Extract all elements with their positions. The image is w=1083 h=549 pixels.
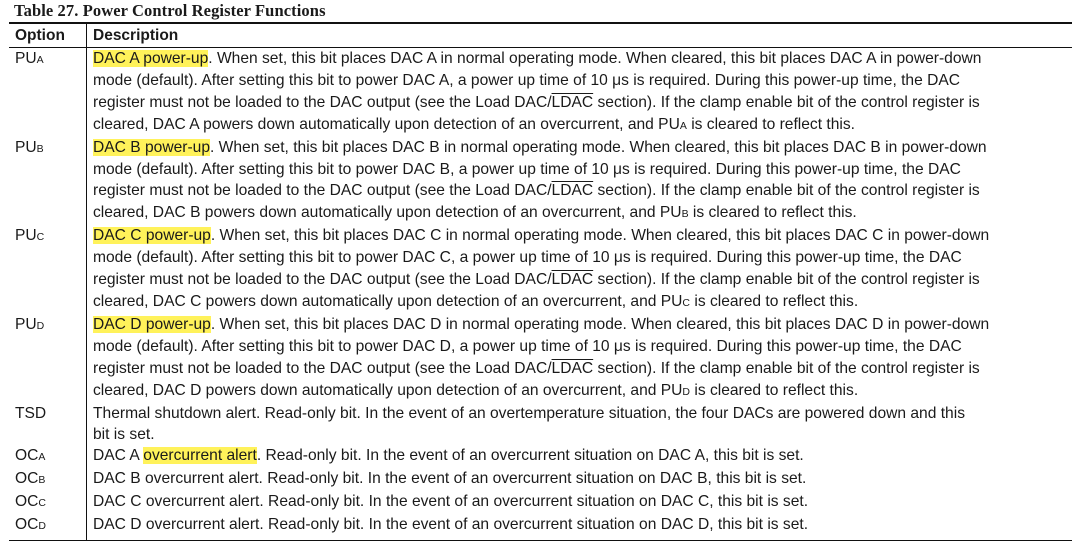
description-cell: DAC A power-up. When set, this bit places DAC A in normal operating mode. When cleared, this bit places DAC A in power-down mode (default). After setting this bit to power DAC A, a power up time of 10 μs is required. During this power-up time, the DAC register must not be loaded to the DAC output (see the Load DAC/LDAC section). If the clamp enable bit of the control register is cleared, DAC A powers down automatically upon detection of an overcurrent, and PUA is cleared to reflect this. — [93, 50, 982, 133]
highlight: DAC D power-up — [93, 315, 211, 333]
table-row-pud — [9, 314, 1072, 404]
description-cell: DAC B overcurrent alert. Read-only bit. In the event of an overcurrent situation on DAC B, this bit is set. — [93, 470, 807, 488]
table-row-oca — [9, 445, 1072, 469]
header-description: Description — [93, 26, 179, 44]
option-cell: OCA — [15, 447, 46, 465]
table-row-tsd — [9, 403, 1072, 447]
highlight: DAC C power-up — [93, 227, 211, 245]
table-row-ocd — [9, 514, 1072, 538]
highlight: DAC B power-up — [93, 138, 210, 156]
description-cell: DAC C power-up. When set, this bit places DAC C in normal operating mode. When cleared, this bit places DAC C in power-down mode (default). After setting this bit to power DAC C, a power up time of 10 μs is required. During this power-up time, the DAC register must not be loaded to the DAC output (see the Load DAC/LDAC section). If the clamp enable bit of the control register is cleared, DAC C powers down automatically upon detection of an overcurrent, and PUC is cleared to reflect this. — [93, 227, 990, 310]
option-cell: OCC — [15, 493, 46, 511]
option-cell: OCB — [15, 470, 46, 488]
table-row-puc — [9, 225, 1072, 315]
option-cell: PUB — [15, 138, 44, 156]
option-cell: PUD — [15, 315, 45, 333]
table-title: Table 27. Power Control Register Functions — [14, 1, 326, 20]
register-table — [9, 22, 1072, 538]
table-bottom-rule — [9, 540, 1072, 541]
highlight: DAC A power-up — [93, 50, 209, 67]
option-cell: PUC — [15, 227, 45, 245]
description-cell: DAC D overcurrent alert. Read-only bit. In the event of an overcurrent situation on DAC D, this bit is set. — [93, 516, 809, 534]
option-cell: TSD — [15, 404, 47, 422]
highlight: overcurrent alert — [143, 447, 257, 465]
description-cell: DAC C overcurrent alert. Read-only bit. In the event of an overcurrent situation on DAC C, this bit is set. — [93, 493, 809, 511]
description-cell: DAC A overcurrent alert. Read-only bit. In the event of an overcurrent situation on DAC A, this bit is set. — [93, 447, 804, 465]
description-cell: DAC B power-up. When set, this bit places DAC B in normal operating mode. When cleared, this bit places DAC B in power-down mode (default). After setting this bit to power DAC B, a power up time of 10 μs is required. During this power-up time, the DAC register must not be loaded to the DAC output (see the Load DAC/LDAC section). If the clamp enable bit of the control register is cleared, DAC B powers down automatically upon detection of an overcurrent, and PUB is cleared to reflect this. — [93, 138, 987, 222]
option-cell: PUA — [15, 50, 44, 67]
table-row-occ — [9, 491, 1072, 515]
table-row-pub — [9, 137, 1072, 227]
table-row-ocb — [9, 468, 1072, 492]
header-option: Option — [15, 26, 65, 44]
table-row-pua — [9, 48, 1072, 138]
description-cell: DAC D power-up. When set, this bit places DAC D in normal operating mode. When cleared, this bit places DAC D in power-down mode (default). After setting this bit to power DAC D, a power up time of 10 μs is required. During this power-up time, the DAC register must not be loaded to the DAC output (see the Load DAC/LDAC section). If the clamp enable bit of the control register is cleared, DAC D powers down automatically upon detection of an overcurrent, and PUD is cleared to reflect this. — [93, 315, 990, 399]
option-cell: OCD — [15, 516, 46, 534]
description-cell: Thermal shutdown alert. Read-only bit. In the event of an overtemperature situation, the four DACs are powered down and this bit is set. — [93, 404, 965, 444]
table-header — [9, 24, 1072, 47]
